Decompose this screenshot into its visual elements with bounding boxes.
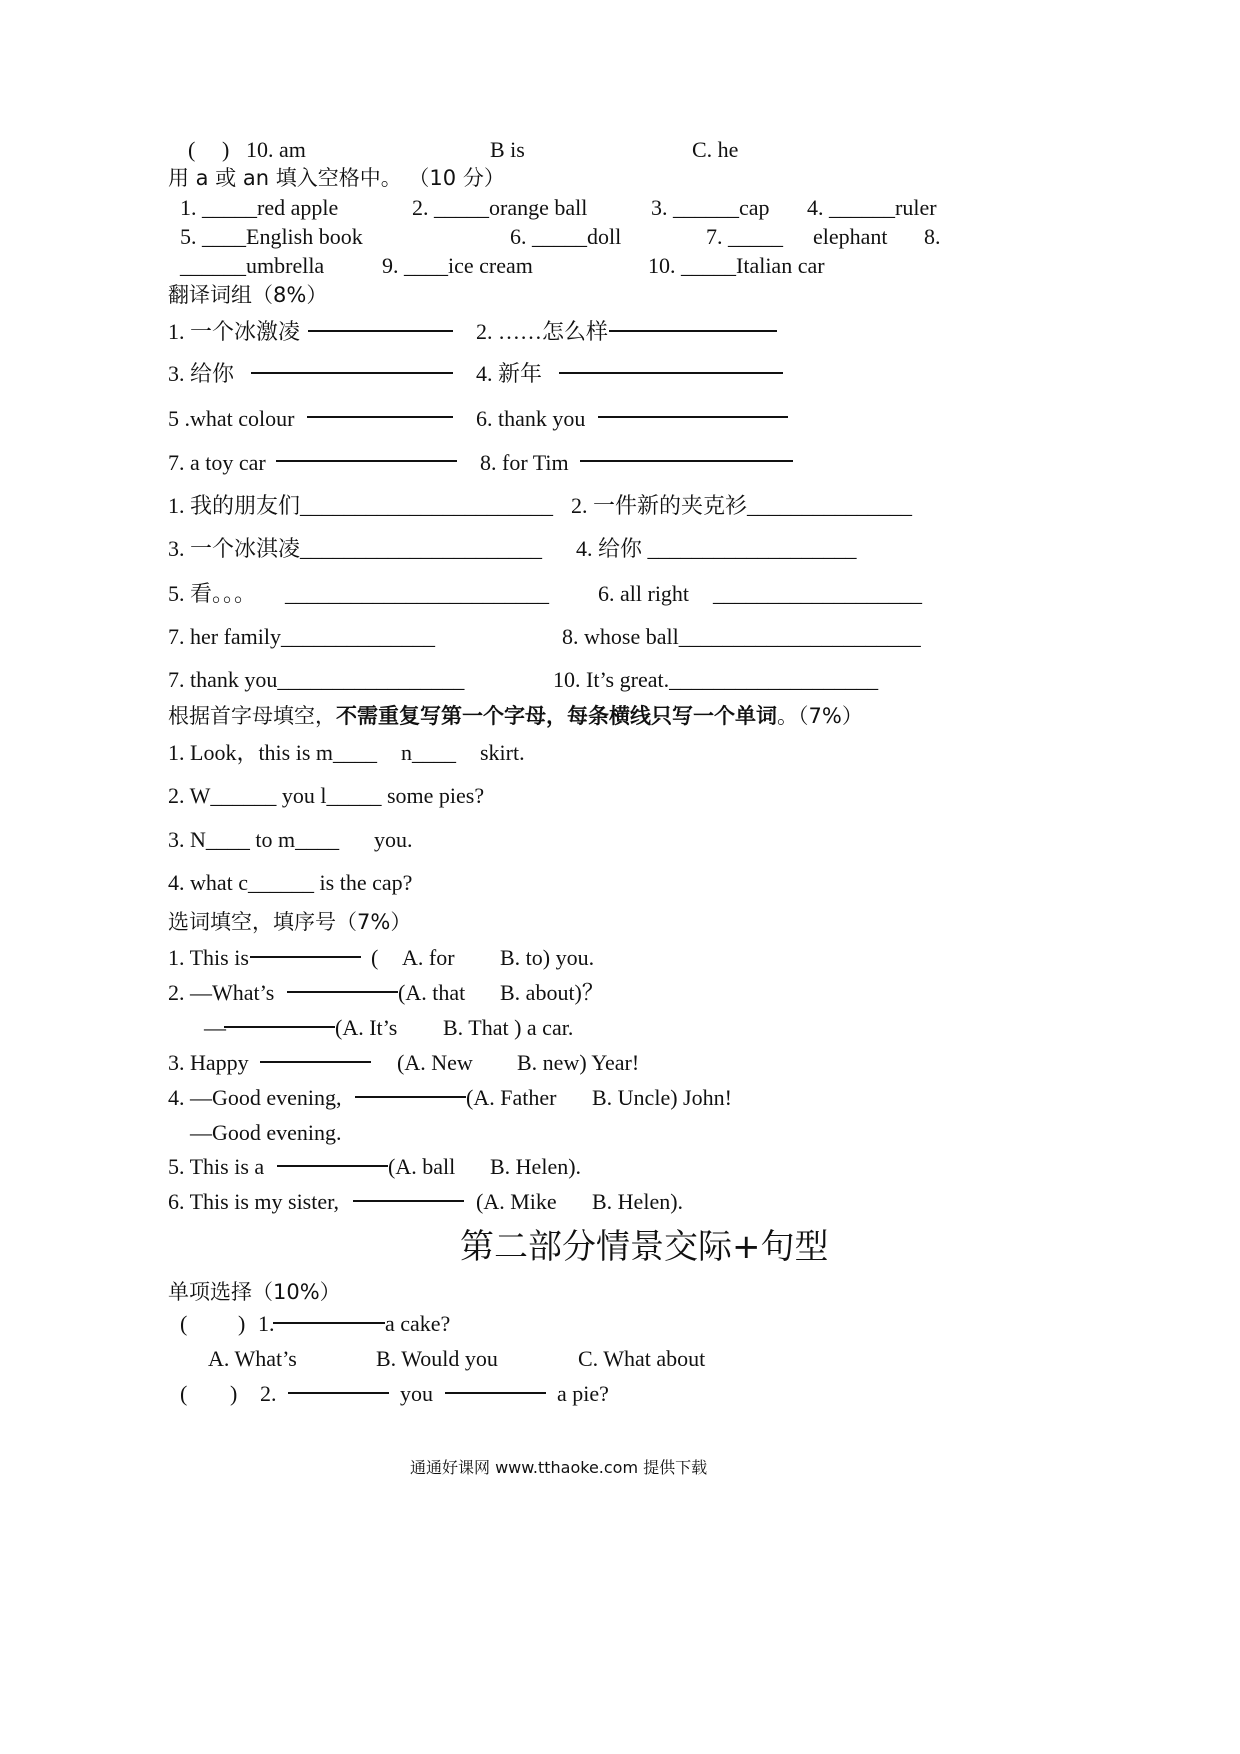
choose-item: B. to) you. [500,945,595,970]
option-c: C. he [692,137,739,162]
initials-item: 1. Look，this is m____ [168,740,378,765]
answer-line[interactable] [580,460,793,462]
answer-paren-close: ) [230,1381,238,1406]
answer-line[interactable] [355,1096,466,1098]
initials-item: skirt. [480,740,525,765]
translate-item: 2. 一件新的夹克衫_______________ [571,493,913,518]
choose-item: 3. Happy [168,1050,249,1075]
choose-item: (A. It’s [335,1015,398,1040]
initials-item: 2. W______ you l_____ some pies? [168,783,485,808]
answer-paren-close: ) [238,1311,246,1336]
initials-item: you. [374,827,413,852]
answer-paren-open: ( [180,1381,188,1406]
article-item: 7. _____ [706,224,783,249]
question-text: a cake? [385,1311,451,1336]
choose-item: 5. This is a [168,1154,265,1179]
answer-line[interactable] [307,416,453,418]
translate-item: 6. thank you [476,406,586,431]
initials-item: n____ [401,740,456,765]
article-item: 10. _____Italian car [648,253,825,278]
translate-item: 3. 一个冰淇凌______________________ [168,536,543,561]
choose-item: ( [371,945,379,970]
answer-line[interactable] [276,460,457,462]
translate-item: 5. 看。。。 [168,581,257,606]
answer-line[interactable] [308,330,453,332]
article-item: 3. ______cap [651,195,770,220]
translate-item: 7. thank you_________________ [168,667,465,692]
article-item: 4. ______ruler [807,195,937,220]
choose-item: — [204,1015,226,1040]
answer-paren-close: ) [222,137,230,162]
section-translate-title: 翻译词组（8%） [168,283,328,307]
translate-item: 10. It’s great.___________________ [553,667,879,692]
choose-item: (A. that [398,980,466,1005]
article-item: elephant [813,224,888,249]
answer-line[interactable] [353,1200,464,1202]
initials-item: 4. what c______ is the cap? [168,870,413,895]
option-b: B is [490,137,525,162]
article-item: 1. _____red apple [180,195,339,220]
answer-line[interactable] [273,1322,385,1324]
footer-text: 通通好课网 www.tthaoke.com 提供下载 [410,1458,708,1477]
translate-item: 1. 一个冰激凌 [168,319,301,344]
translate-item: 7. her family______________ [168,624,436,649]
choose-item: B. Helen). [490,1154,582,1179]
question-number: 2. [260,1381,277,1406]
initials-item: 3. N____ to m____ [168,827,340,852]
choose-item: (A. Mike [476,1189,557,1214]
translate-item: 1. 我的朋友们_______________________ [168,493,554,518]
title-part: 根据首字母填空， [168,704,336,728]
choose-item: B. new) Year! [517,1050,640,1075]
choose-item: B. Helen). [592,1189,684,1214]
choose-item: B. That ) a car. [443,1015,574,1040]
article-item: ______umbrella [180,253,325,278]
answer-line[interactable] [251,372,453,374]
translate-item: 2. ……怎么样 [476,319,609,344]
answer-line[interactable] [224,1026,335,1028]
translate-item: 5 .what colour [168,406,295,431]
question-10: 10. am [246,137,306,162]
translate-item: 3. 给你 [168,361,235,386]
choose-item: (A. ball [388,1154,456,1179]
choose-item: 2. —What’s [168,980,275,1005]
title-bold-part: 不需重复写第一个字母，每条横线只写一个单词 [336,704,777,728]
section-articles-title: 用 a 或 an 填入空格中。 （10 分） [168,166,505,190]
article-item: 9. ____ice cream [382,253,533,278]
article-item: 5. ____English book [180,224,363,249]
choose-item: 6. This is my sister, [168,1189,340,1214]
question-text: a pie? [557,1381,609,1406]
choose-item: 4. —Good evening, [168,1085,342,1110]
choose-item: (A. Father [466,1085,557,1110]
choose-item: (A. New [397,1050,473,1075]
translate-item: 8. for Tim [480,450,569,475]
translate-item: 7. a toy car [168,450,266,475]
answer-line[interactable] [277,1165,388,1167]
title-part: 。（7%） [777,704,863,728]
translate-item: 6. all right [598,581,690,606]
answer-line[interactable] [598,416,788,418]
choose-item: B. about)？ [500,980,604,1005]
choose-item: B. Uncle) John! [592,1085,732,1110]
section-single-title: 单项选择（10%） [168,1280,341,1304]
article-item: 6. _____doll [510,224,622,249]
answer-paren-open: ( [180,1311,188,1336]
translate-item: 8. whose ball______________________ [562,624,921,649]
choose-item: A. for [402,945,455,970]
article-item: 8. [924,224,941,249]
question-text: you [400,1381,433,1406]
option-c: C. What about [578,1346,706,1371]
answer-line[interactable] [445,1392,546,1394]
translate-item: 4. 给你 ___________________ [576,536,857,561]
section-initials-title [168,702,863,730]
question-number: 1. [258,1311,275,1336]
option-b: B. Would you [376,1346,498,1371]
answer-paren-open: ( [188,137,196,162]
translate-item: 4. 新年 [476,361,543,386]
answer-line[interactable] [609,330,777,332]
choose-item: —Good evening. [190,1120,342,1145]
choose-item: 1. This is [168,945,249,970]
answer-line[interactable] [288,1392,389,1394]
translate-item: ___________________ [713,581,922,606]
section-choose-title: 选词填空，填序号（7%） [168,910,412,934]
part-two-title: 第二部分情景交际+句型 [460,1227,829,1267]
answer-line[interactable] [559,372,783,374]
answer-line[interactable] [250,956,361,958]
answer-line[interactable] [260,1061,371,1063]
translate-item: ________________________ [285,581,549,606]
answer-line[interactable] [287,991,398,993]
option-a: A. What’s [208,1346,297,1371]
article-item: 2. _____orange ball [412,195,588,220]
